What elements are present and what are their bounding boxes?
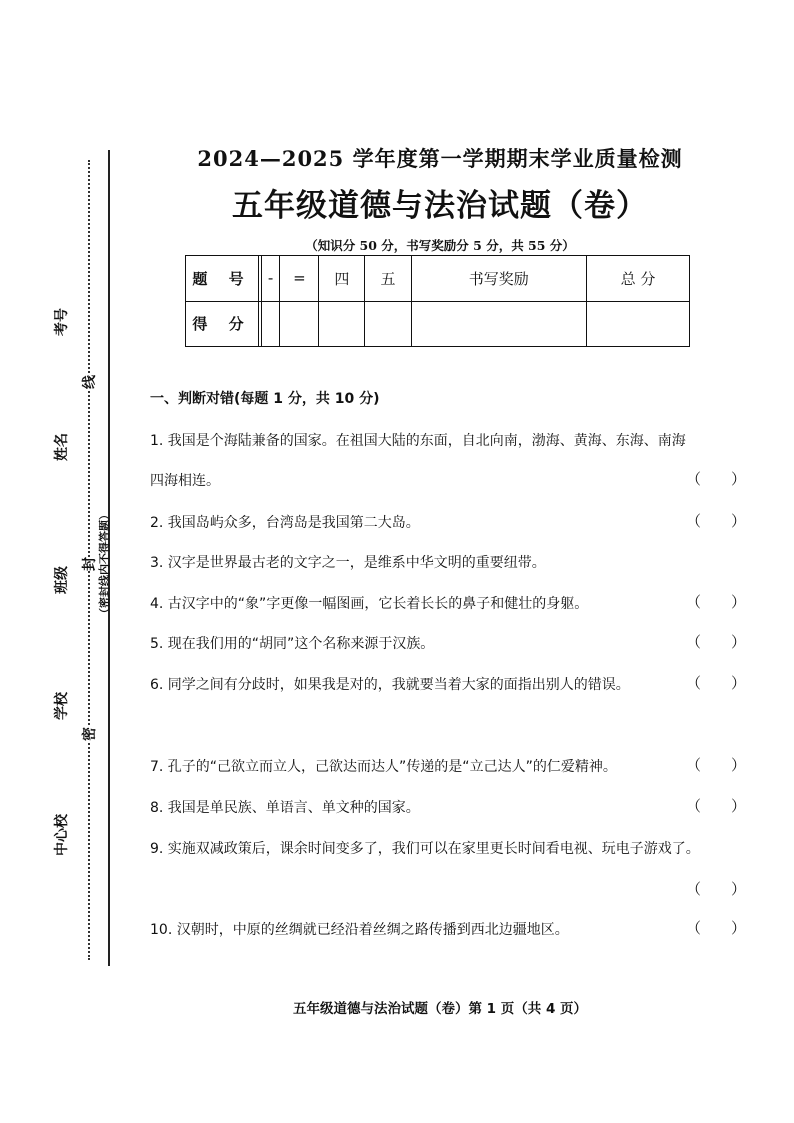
field-name: 姓名 xyxy=(54,433,70,461)
question-1-line2: 四海相连。 xyxy=(150,473,220,489)
seal-char-secret: 密 xyxy=(79,727,99,741)
col-header-5: 五 xyxy=(365,256,411,302)
answer-blank-7[interactable]: （ ） xyxy=(686,756,747,774)
seal-char-line: 线 xyxy=(79,375,99,389)
score-cell[interactable] xyxy=(587,301,690,347)
col-header-4: 四 xyxy=(319,256,365,302)
score-table-score-row xyxy=(186,301,690,347)
seal-note: （密封线内不得答题） xyxy=(98,509,111,619)
answer-blank-6[interactable]: （ ） xyxy=(686,674,747,692)
question-8: 8. 我国是单民族、单语言、单文种的国家。 xyxy=(150,800,420,816)
answer-blank-4[interactable]: （ ） xyxy=(686,593,747,611)
col-header-total: 总 分 xyxy=(587,256,690,302)
score-cell[interactable] xyxy=(280,301,319,347)
question-10: 10. 汉朝时，中原的丝绸就已经沿着丝绸之路传播到西北边疆地区。 xyxy=(150,922,569,938)
question-1-line1: 1. 我国是个海陆兼备的国家。在祖国大陆的东面，自北向南，渤海、黄海、东海、南海 xyxy=(150,433,686,449)
row-label-question-number: 题 号 xyxy=(186,256,259,302)
seal-char-seal: 封 xyxy=(79,557,99,571)
answer-blank-1[interactable]: （ ） xyxy=(686,470,747,488)
score-cell[interactable] xyxy=(319,301,365,347)
points-note: （知识分 50 分，书写奖励分 5 分，共 55 分） xyxy=(305,238,575,253)
field-class: 班级 xyxy=(54,566,70,594)
answer-blank-10[interactable]: （ ） xyxy=(686,919,747,937)
question-3: 3. 汉字是世界最古老的文字之一，是维系中华文明的重要纽带。 xyxy=(150,555,546,571)
question-6: 6. 同学之间有分歧时，如果我是对的，我就要当着大家的面指出别人的错误。 xyxy=(150,677,630,693)
section-heading: 一、判断对错(每题 1 分，共 10 分) xyxy=(150,391,380,407)
field-exam-number: 考号 xyxy=(54,308,70,336)
question-4: 4. 古汉字中的“象”字更像一幅图画，它长着长长的鼻子和健壮的身躯。 xyxy=(150,596,589,612)
exam-title: 五年级道德与法治试题（卷） xyxy=(232,188,648,224)
answer-blank-5[interactable]: （ ） xyxy=(686,633,747,651)
answer-blank-2[interactable]: （ ） xyxy=(686,512,747,530)
score-cell[interactable] xyxy=(411,301,587,347)
score-table xyxy=(185,255,690,347)
page-footer: 五年级道德与法治试题（卷）第 1 页（共 4 页） xyxy=(292,1001,588,1017)
exam-subtitle: 2024—2025 学年度第一学期期末学业质量检测 xyxy=(197,146,683,171)
score-cell[interactable] xyxy=(261,301,279,347)
question-5: 5. 现在我们用的“胡同”这个名称来源于汉族。 xyxy=(150,636,435,652)
col-header-3: = xyxy=(280,256,319,302)
col-header-writing-bonus: 书写奖励 xyxy=(411,256,587,302)
question-2: 2. 我国岛屿众多，台湾岛是我国第二大岛。 xyxy=(150,515,420,531)
answer-blank-8[interactable]: （ ） xyxy=(686,797,747,815)
score-cell[interactable] xyxy=(365,301,411,347)
score-table-header-row xyxy=(186,256,690,302)
col-header-2: - xyxy=(261,256,279,302)
question-9: 9. 实施双减政策后，课余时间变多了，我们可以在家里更长时间看电视、玩电子游戏了。 xyxy=(150,841,700,857)
question-7: 7. 孔子的“己欲立而立人，己欲达而达人”传递的是“立己达人”的仁爱精神。 xyxy=(150,759,617,775)
answer-blank-9[interactable]: （ ） xyxy=(686,880,747,898)
field-central-school: 中心校 xyxy=(54,814,70,856)
field-school: 学校 xyxy=(54,692,70,720)
row-label-score: 得 分 xyxy=(186,301,259,347)
